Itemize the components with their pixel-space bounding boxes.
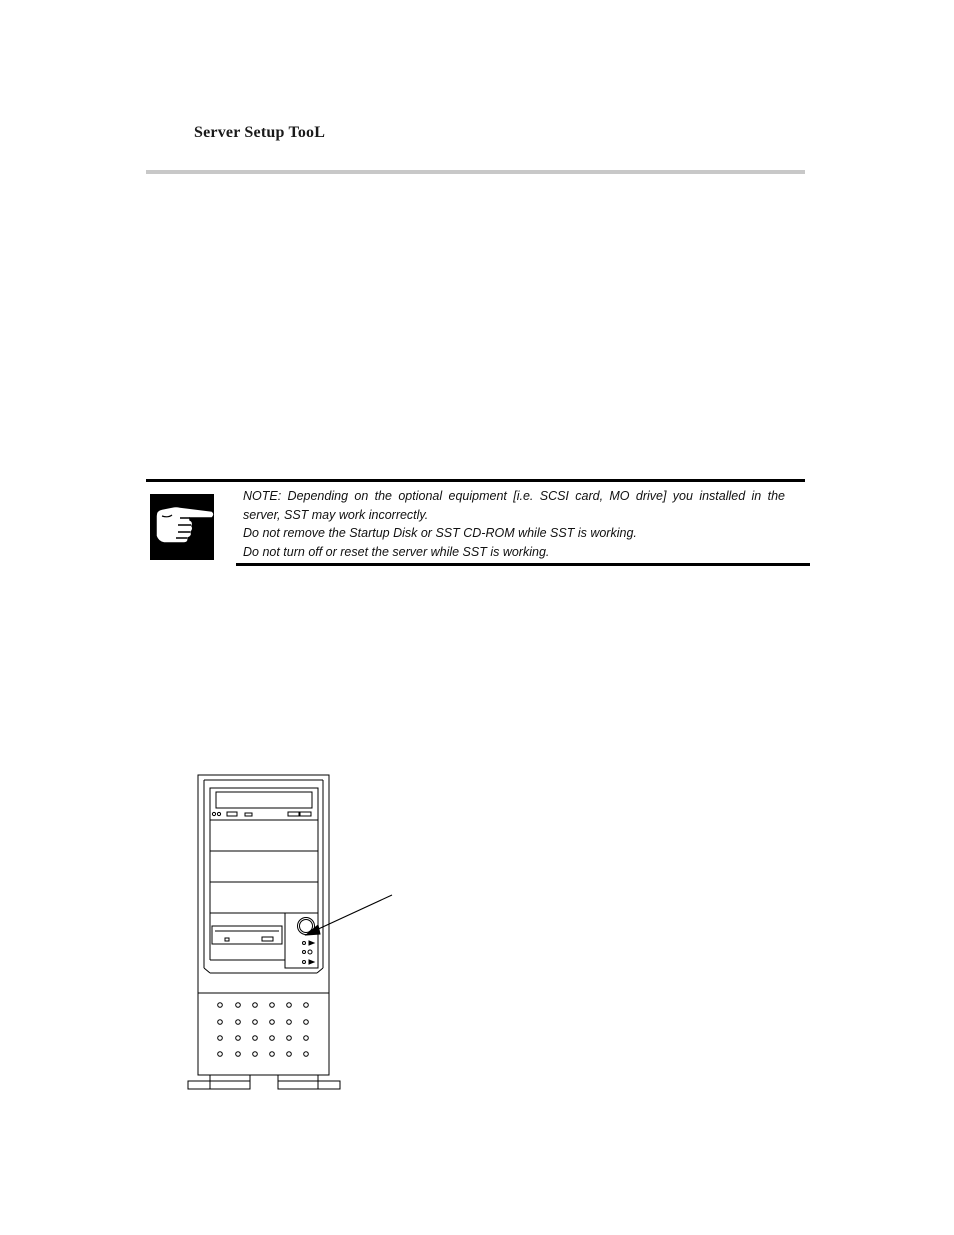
header-divider	[146, 170, 805, 174]
pointing-hand-icon	[150, 494, 214, 560]
page-header-title: Server Setup TooL	[194, 124, 326, 141]
note-line-1: NOTE: Depending on the optional equipment [i.e. SCSI card, MO drive] you installed in the server, SST may work incorrectly.	[243, 489, 785, 522]
note-text	[243, 487, 785, 561]
note-line-2: Do not remove the Startup Disk or SST CD-ROM while SST is working.	[243, 526, 637, 540]
note-top-rule	[146, 479, 805, 482]
note-bottom-rule	[236, 563, 810, 566]
server-tower-front-icon	[180, 768, 420, 1098]
note-line-3: Do not turn off or reset the server while SST is working.	[243, 544, 550, 559]
